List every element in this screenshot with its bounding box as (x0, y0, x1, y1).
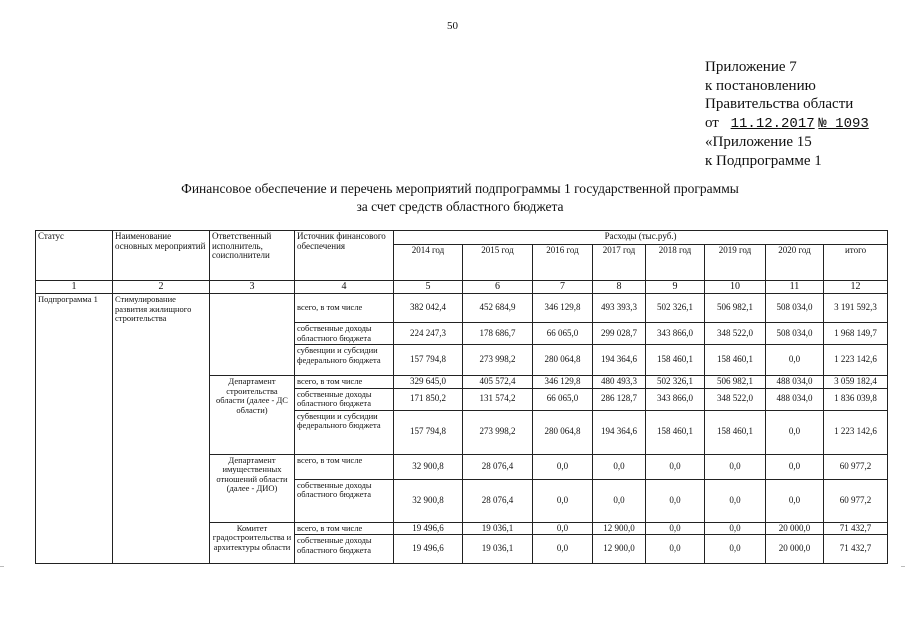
value-cell: 66 065,0 (533, 388, 593, 410)
value-cell: 12 900,0 (593, 522, 646, 535)
total-cell: 1 223 142,6 (824, 345, 888, 376)
value-cell: 158 460,1 (705, 410, 766, 454)
total-cell: 1 223 142,6 (824, 410, 888, 454)
value-cell: 0,0 (646, 522, 705, 535)
value-cell: 19 496,6 (394, 535, 463, 564)
value-cell: 0,0 (766, 345, 824, 376)
header-expenses: Расходы (тыс.руб.) (394, 231, 888, 245)
page-number: 50 (447, 20, 458, 32)
column-number: 7 (533, 281, 593, 294)
total-cell: 71 432,7 (824, 535, 888, 564)
executor-kga: Комитет градостроительства и архитектуры области (210, 522, 295, 564)
executor-cell-empty (210, 294, 295, 376)
value-cell: 158 460,1 (646, 345, 705, 376)
column-number: 11 (766, 281, 824, 294)
value-cell: 0,0 (646, 535, 705, 564)
value-cell: 502 326,1 (646, 294, 705, 323)
header-status: Статус (36, 231, 113, 281)
value-cell: 405 572,4 (463, 376, 533, 389)
value-cell: 28 076,4 (463, 454, 533, 479)
scan-margin-mark (901, 566, 905, 567)
header-name: Наименование основных мероприятий (113, 231, 210, 281)
value-cell: 224 247,3 (394, 323, 463, 345)
value-cell: 273 998,2 (463, 345, 533, 376)
column-number: 5 (394, 281, 463, 294)
value-cell: 0,0 (705, 479, 766, 522)
value-cell: 348 522,0 (705, 323, 766, 345)
value-cell: 382 042,4 (394, 294, 463, 323)
value-cell: 506 982,1 (705, 376, 766, 389)
table-row (36, 294, 888, 323)
value-cell: 343 866,0 (646, 388, 705, 410)
header-year: 2016 год (533, 245, 593, 281)
value-cell: 0,0 (705, 454, 766, 479)
appendix-line: к Подпрограмме 1 (705, 152, 822, 169)
total-cell: 60 977,2 (824, 454, 888, 479)
value-cell: 20 000,0 (766, 535, 824, 564)
header-total: итого (824, 245, 888, 281)
value-cell: 0,0 (766, 410, 824, 454)
value-cell: 493 393,3 (593, 294, 646, 323)
scan-margin-mark (0, 566, 4, 567)
status-cell: Подпрограмма 1 (36, 294, 113, 564)
executor-dio: Департамент имущественных отношений области (далее - ДИО) (210, 454, 295, 522)
value-cell: 0,0 (533, 479, 593, 522)
executor-ds: Департамент строительства области (далее - ДС области) (210, 376, 295, 455)
appendix-block (705, 58, 869, 170)
appendix-line: Приложение 7 (705, 59, 797, 75)
source-cell: собственные доходы областного бюджета (295, 479, 394, 522)
column-number: 6 (463, 281, 533, 294)
header-year: 2018 год (646, 245, 705, 281)
source-cell: собственные доходы областного бюджета (295, 535, 394, 564)
total-cell: 1 968 149,7 (824, 323, 888, 345)
value-cell: 329 645,0 (394, 376, 463, 389)
value-cell: 194 364,6 (593, 345, 646, 376)
value-cell: 12 900,0 (593, 535, 646, 564)
value-cell: 508 034,0 (766, 294, 824, 323)
appendix-line: Правительства области (705, 96, 854, 112)
source-cell: собственные доходы областного бюджета (295, 388, 394, 410)
value-cell: 158 460,1 (646, 410, 705, 454)
total-cell: 60 977,2 (824, 479, 888, 522)
column-number: 10 (705, 281, 766, 294)
value-cell: 66 065,0 (533, 323, 593, 345)
value-cell: 346 129,8 (533, 376, 593, 389)
value-cell: 28 076,4 (463, 479, 533, 522)
appendix-line: «Приложение 15 (705, 134, 812, 150)
value-cell: 0,0 (593, 454, 646, 479)
column-number: 1 (36, 281, 113, 294)
header-year: 2014 год (394, 245, 463, 281)
source-cell: всего, в том числе (295, 454, 394, 479)
value-cell: 286 128,7 (593, 388, 646, 410)
value-cell: 502 326,1 (646, 376, 705, 389)
value-cell: 19 496,6 (394, 522, 463, 535)
value-cell: 488 034,0 (766, 376, 824, 389)
total-cell: 3 059 182,4 (824, 376, 888, 389)
column-number: 2 (113, 281, 210, 294)
column-number: 3 (210, 281, 295, 294)
value-cell: 131 574,2 (463, 388, 533, 410)
value-cell: 157 794,8 (394, 410, 463, 454)
value-cell: 194 364,6 (593, 410, 646, 454)
value-cell: 480 493,3 (593, 376, 646, 389)
value-cell: 0,0 (705, 535, 766, 564)
header-year: 2020 год (766, 245, 824, 281)
column-number: 8 (593, 281, 646, 294)
value-cell: 273 998,2 (463, 410, 533, 454)
value-cell: 299 028,7 (593, 323, 646, 345)
source-cell: всего, в том числе (295, 376, 394, 389)
source-cell: всего, в том числе (295, 522, 394, 535)
header-source: Источник финансового обеспечения (295, 231, 394, 281)
header-year: 2015 год (463, 245, 533, 281)
source-cell: субвенции и субсидии федерального бюджета (295, 410, 394, 454)
document-title (100, 180, 820, 216)
value-cell: 0,0 (593, 479, 646, 522)
value-cell: 157 794,8 (394, 345, 463, 376)
value-cell: 506 982,1 (705, 294, 766, 323)
appendix-date-line (705, 114, 869, 134)
financing-table (35, 230, 888, 564)
value-cell: 158 460,1 (705, 345, 766, 376)
value-cell: 280 064,8 (533, 410, 593, 454)
appendix-line: к постановлению (705, 77, 816, 94)
title-line: Финансовое обеспечение и перечень мероприятий подпрограммы 1 государственной программы (181, 181, 739, 196)
decree-date: 11.12.2017 (730, 115, 815, 132)
value-cell: 32 900,8 (394, 479, 463, 522)
value-cell: 508 034,0 (766, 323, 824, 345)
value-cell: 0,0 (646, 454, 705, 479)
value-cell: 0,0 (766, 454, 824, 479)
header-year: 2019 год (705, 245, 766, 281)
value-cell: 0,0 (646, 479, 705, 522)
source-cell: субвенции и субсидии федерального бюджета (295, 345, 394, 376)
value-cell: 171 850,2 (394, 388, 463, 410)
value-cell: 348 522,0 (705, 388, 766, 410)
column-number: 9 (646, 281, 705, 294)
value-cell: 488 034,0 (766, 388, 824, 410)
title-line: за счет средств областного бюджета (356, 199, 564, 214)
value-cell: 19 036,1 (463, 535, 533, 564)
header-row (36, 231, 888, 245)
total-cell: 3 191 592,3 (824, 294, 888, 323)
total-cell: 71 432,7 (824, 522, 888, 535)
column-number: 12 (824, 281, 888, 294)
total-cell: 1 836 039,8 (824, 388, 888, 410)
value-cell: 343 866,0 (646, 323, 705, 345)
header-executor: Ответственный исполнитель, соисполнители (210, 231, 295, 281)
value-cell: 280 064,8 (533, 345, 593, 376)
value-cell: 0,0 (533, 454, 593, 479)
value-cell: 0,0 (533, 535, 593, 564)
column-number-row (36, 281, 888, 294)
column-number: 4 (295, 281, 394, 294)
decree-number: № 1093 (818, 115, 869, 132)
event-name-cell: Стимулирование развития жилищного строительства (113, 294, 210, 564)
value-cell: 0,0 (705, 522, 766, 535)
value-cell: 452 684,9 (463, 294, 533, 323)
value-cell: 0,0 (533, 522, 593, 535)
date-prefix: от (705, 114, 719, 131)
value-cell: 346 129,8 (533, 294, 593, 323)
value-cell: 178 686,7 (463, 323, 533, 345)
value-cell: 20 000,0 (766, 522, 824, 535)
value-cell: 32 900,8 (394, 454, 463, 479)
header-year: 2017 год (593, 245, 646, 281)
source-cell: всего, в том числе (295, 294, 394, 323)
value-cell: 19 036,1 (463, 522, 533, 535)
value-cell: 0,0 (766, 479, 824, 522)
source-cell: собственные доходы областного бюджета (295, 323, 394, 345)
